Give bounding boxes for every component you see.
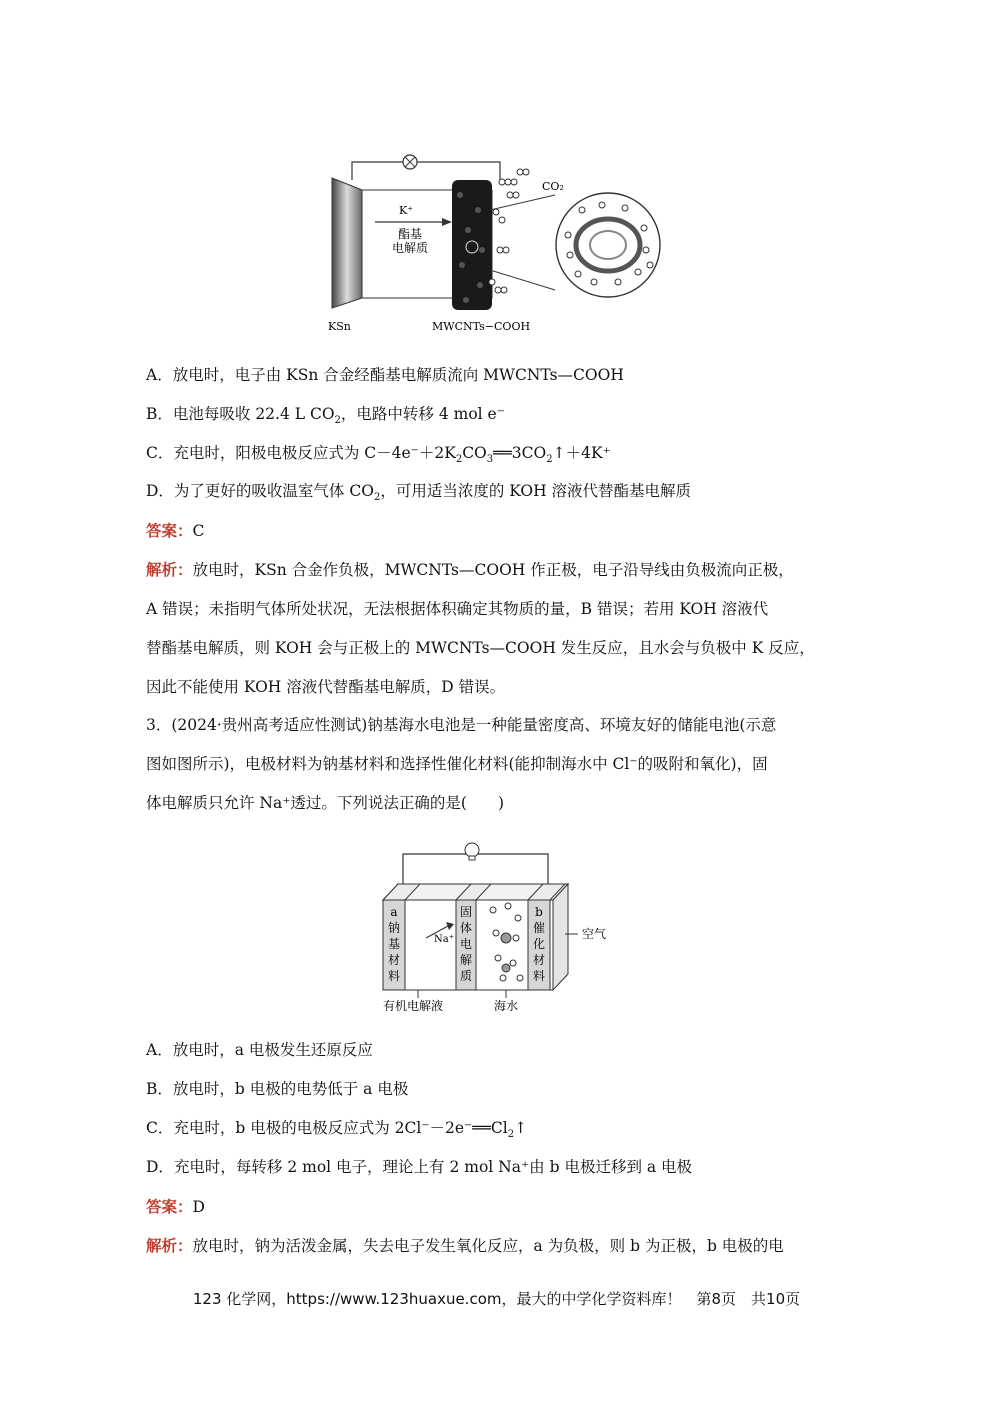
- q3-option-b: B．放电时，b 电极的电势低于 a 电极: [146, 1080, 409, 1098]
- seawater-label: 海水: [493, 999, 519, 1013]
- page-footer: 123 化学网，https://www.123huaxue.com，最大的中学化学资料库！ 第8页 共10页: [192, 1290, 801, 1308]
- q2-analysis-1: 解析：放电时，KSn 合金作负极，MWCNTs—COOH 作正极，电子沿导线由负极流向正极，: [146, 560, 794, 579]
- electrolyte-label-2: 电解质: [391, 241, 429, 255]
- q2-analysis-3: 替酯基电解质，则 KOH 会与正极上的 MWCNTs—COOH 发生反应，且水会与负极中 K 反应，: [146, 639, 815, 657]
- air-label: 空气: [582, 927, 607, 941]
- q2-option-c: C．充电时，阳极电极反应式为 $C-4e^-+2K_2CO_3══3CO_2↑+4K^+$: [146, 444, 611, 466]
- ksn-label: KSn: [328, 320, 351, 333]
- a-electrode-char-2: 基: [387, 937, 401, 951]
- q3-option-a: A．放电时，a 电极发生还原反应: [146, 1041, 373, 1059]
- a-electrode-char-0: a: [390, 905, 398, 919]
- figure-co2-battery: [320, 150, 670, 340]
- q3-option-d: D．充电时，每转移 2 mol 电子，理论上有 2 mol Na⁺由 b 电极迁移到 a 电极: [146, 1158, 693, 1176]
- q2-option-a: A．放电时，电子由 KSn 合金经酯基电解质流向 MWCNTs—COOH: [146, 366, 624, 384]
- q3-stem-3: 体电解质只允许 Na⁺透过。下列说法正确的是( ): [146, 794, 505, 812]
- q3-option-c: C．充电时，b 电极的电极反应式为 $2Cl^--2e^-══Cl_2↑$: [146, 1119, 528, 1141]
- na-ion-label: Na⁺: [434, 934, 454, 945]
- b-electrode-char-4: 料: [532, 969, 546, 983]
- solid-electrolyte-char-4: 质: [459, 969, 473, 983]
- q3-stem-1: 3．(2024·贵州高考适应性测试)钠基海水电池是一种能量密度高、环境友好的储能电池(示意: [146, 716, 777, 734]
- q3-answer: 答案：D: [146, 1197, 205, 1216]
- solid-electrolyte-char-0: 固: [459, 905, 473, 919]
- q2-analysis-4: 因此不能使用 KOH 溶液代替酯基电解质，D 错误。: [146, 678, 506, 696]
- organic-electrolyte-label: 有机电解液: [383, 999, 444, 1013]
- q2-analysis-2: A 错误；未指明气体所处状况，无法根据体积确定其物质的量，B 错误；若用 KOH 溶液代: [146, 600, 769, 618]
- b-electrode-char-1: 催: [532, 921, 546, 935]
- b-electrode-char-2: 化: [532, 937, 546, 951]
- a-electrode-char-3: 材: [387, 953, 401, 967]
- co2-label: CO₂: [542, 180, 564, 193]
- solid-electrolyte-char-3: 解: [459, 953, 473, 967]
- figure-seawater-battery: [378, 838, 648, 1018]
- q3-analysis-1: 解析：放电时，钠为活泼金属，失去电子发生氧化反应，a 为负极，则 b 为正极，b 电极的电: [146, 1236, 784, 1255]
- electrolyte-label-1: 酯基: [397, 227, 423, 241]
- q2-answer: 答案：C: [146, 521, 205, 540]
- q2-option-b: B．电池每吸收 22.4 L $CO_2$，电路中转移 4 mol e⁻: [146, 405, 505, 427]
- mwcnt-label: MWCNTs−COOH: [432, 320, 531, 333]
- lightbulb-icon: [465, 843, 479, 857]
- a-electrode-char-4: 料: [387, 969, 401, 983]
- solid-electrolyte-char-2: 电: [459, 937, 473, 951]
- solid-electrolyte-char-1: 体: [459, 921, 473, 935]
- q2-option-d: D．为了更好的吸收温室气体 $CO_2$，可用适当浓度的 KOH 溶液代替酯基电解质: [146, 482, 692, 504]
- b-electrode-char-3: 材: [532, 953, 546, 967]
- q3-stem-2: 图如图所示)，电极材料为钠基材料和选择性催化材料(能抑制海水中 Cl⁻的吸附和氧化)，固: [146, 755, 768, 773]
- k-ion-label: K⁺: [398, 204, 414, 217]
- a-electrode-char-1: 钠: [387, 921, 401, 935]
- b-electrode-char-0: b: [535, 905, 543, 919]
